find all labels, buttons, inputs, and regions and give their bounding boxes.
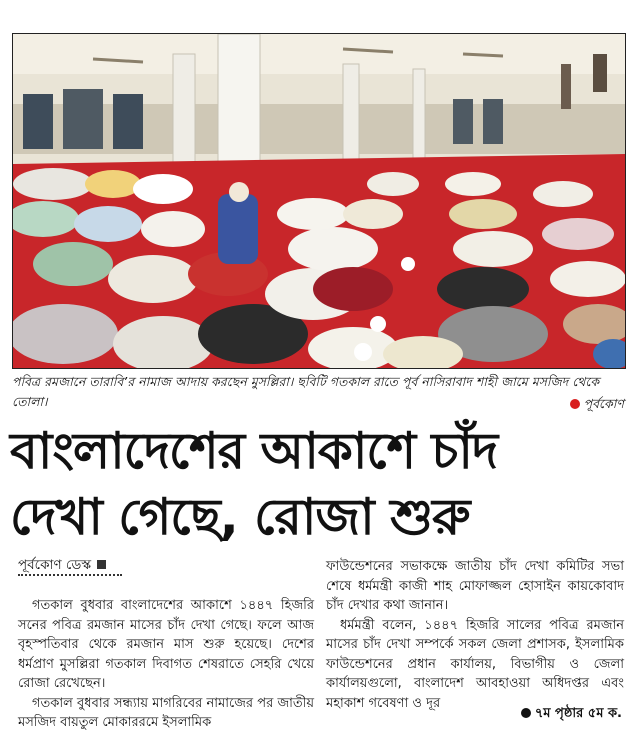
continued-text: ৭ম পৃষ্ঠার ৫ম ক. (534, 706, 622, 721)
article-column-left (18, 596, 314, 733)
square-bullet-icon (97, 560, 106, 569)
photo-illustration (13, 34, 625, 368)
headline-line-1: বাংলাদেশের আকাশে চাঁদ (10, 422, 498, 480)
byline-text: পূর্বকোণ ডেস্ক (18, 557, 92, 573)
photo-credit (570, 396, 624, 416)
headline-line-2: দেখা গেছে, রোজা শুরু (10, 488, 470, 546)
mosque-prayer-photo (12, 33, 626, 369)
article-paragraph: ধর্মমন্ত্রী বলেন, ১৪৪৭ হিজরি সালের পবিত্র রমজান মাসের চাঁদ দেখা সম্পর্কে সকল জেলা প্রশাসক, ইসলামিক ফাউন্ডেশনের প্রধান কার্যালয়, বিভাগীয় ও জেলা কার্যালয়গুলো, বাংলাদেশ আবহাওয়া অধিদপ্তর এবং মহাকাশ গবেষণা ও দূর (326, 617, 624, 711)
photo-caption (12, 372, 624, 412)
continued-link[interactable] (521, 704, 622, 725)
article-column-right (326, 557, 624, 713)
article-paragraph: গতকাল বুধবার সন্ধ্যায় মাগরিবের নামাজের পর জাতীয় মসজিদ বায়তুল মোকাররমে ইসলামিক (18, 695, 314, 730)
article-paragraph: গতকাল বুধবার বাংলাদেশের আকাশে ১৪৪৭ হিজরি সনের পবিত্র রমজান মাসের চাঁদ দেখা গেছে। ফলে আজ বৃহস্পতিবার থেকে রমজান মাস শুরু হয়েছে। দেশের ধর্মপ্রাণ মুসল্লিরা গতকাল দিবাগত শেষরাতে সেহরি খেয়ে রোজা রেখেছেন। (18, 598, 314, 691)
headline (10, 418, 630, 550)
dotted-divider (18, 574, 122, 576)
credit-dot-icon (570, 399, 580, 409)
caption-text: পবিত্র রমজানে তারাবি’র নামাজ আদায় করছেন মুসল্লিরা। ছবিটি গতকাল রাতে পূর্ব নাসিরাবাদ শাহী জামে মসজিদ থেকে তোলা। (12, 374, 600, 409)
credit-text: পূর্বকোণ (583, 396, 624, 411)
article-paragraph: ফাউন্ডেশনের সভাকক্ষে জাতীয় চাঁদ দেখা কমিটির সভা শেষে ধর্মমন্ত্রী কাজী শাহ মোফাজ্জল হোসাইন কায়কোবাদ চাঁদ দেখার কথা জানান। (326, 559, 624, 613)
bullet-dot-icon (521, 708, 531, 718)
